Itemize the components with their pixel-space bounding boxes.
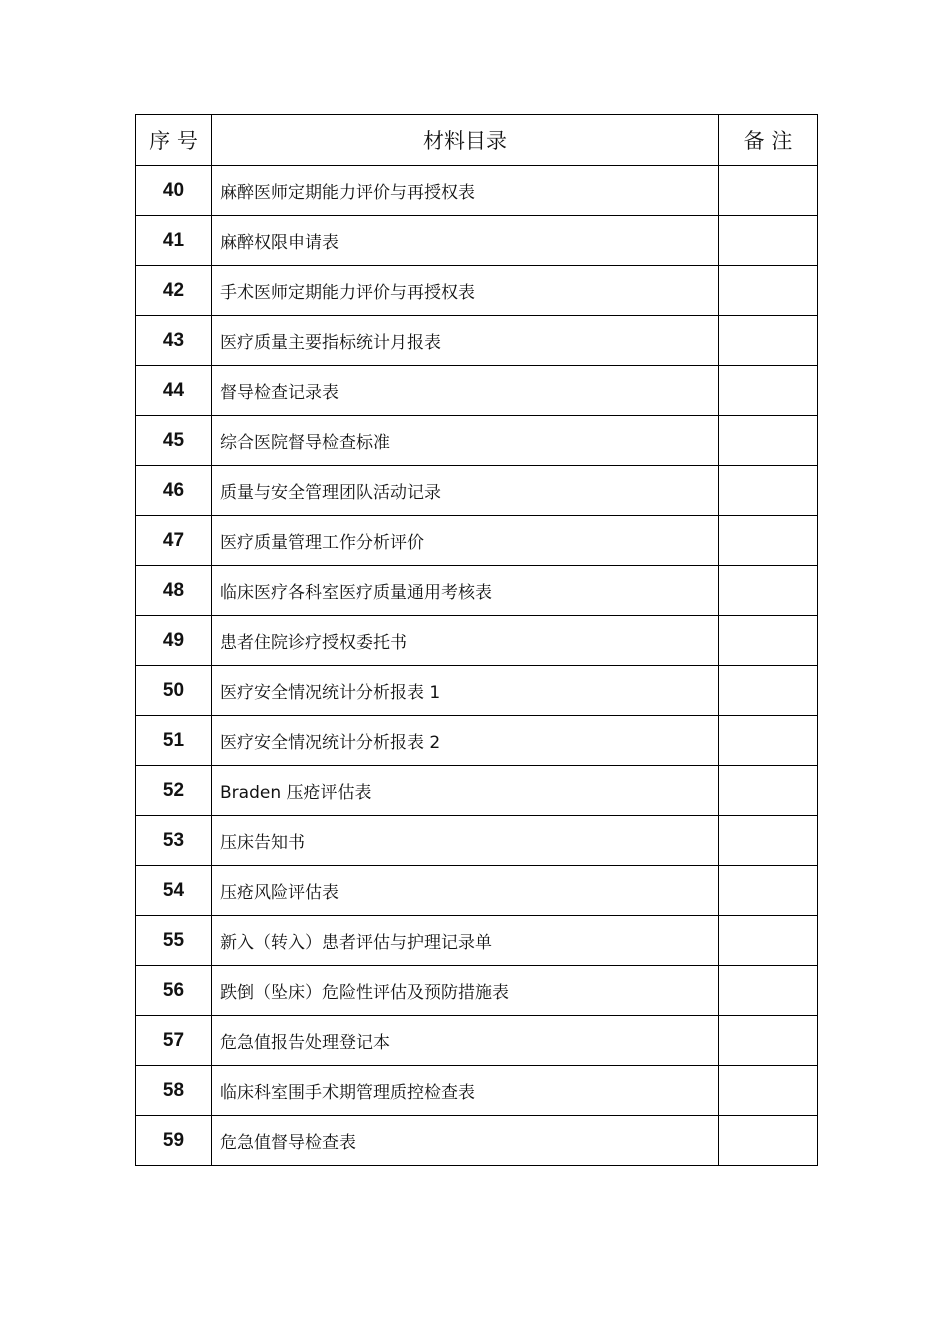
row-serial-number: 53 [136, 816, 212, 866]
table-row [136, 1116, 818, 1166]
table-row [136, 866, 818, 916]
row-serial-number: 45 [136, 416, 212, 466]
row-remarks [719, 216, 818, 266]
row-material-title: 麻醉权限申请表 [212, 216, 719, 266]
row-material-title: 临床医疗各科室医疗质量通用考核表 [212, 566, 719, 616]
row-remarks [719, 466, 818, 516]
row-serial-number: 49 [136, 616, 212, 666]
row-material-title: 综合医院督导检查标准 [212, 416, 719, 466]
row-serial-number: 47 [136, 516, 212, 566]
table-row [136, 266, 818, 316]
table-row [136, 1066, 818, 1116]
row-material-title: 压疮风险评估表 [212, 866, 719, 916]
row-remarks [719, 1016, 818, 1066]
row-serial-number: 48 [136, 566, 212, 616]
row-remarks [719, 566, 818, 616]
row-serial-number: 43 [136, 316, 212, 366]
row-remarks [719, 666, 818, 716]
row-serial-number: 55 [136, 916, 212, 966]
table-row [136, 316, 818, 366]
table-row [136, 466, 818, 516]
row-remarks [719, 316, 818, 366]
row-serial-number: 42 [136, 266, 212, 316]
row-material-title: 医疗质量管理工作分析评价 [212, 516, 719, 566]
row-remarks [719, 616, 818, 666]
table-header-row [136, 115, 818, 166]
header-remarks: 备 注 [719, 115, 818, 166]
header-serial-number: 序 号 [136, 115, 212, 166]
row-serial-number: 56 [136, 966, 212, 1016]
table-row [136, 416, 818, 466]
table-row [136, 1016, 818, 1066]
table-row [136, 216, 818, 266]
table-row [136, 716, 818, 766]
table-row [136, 966, 818, 1016]
header-material-catalog: 材料目录 [212, 115, 719, 166]
row-remarks [719, 516, 818, 566]
row-serial-number: 51 [136, 716, 212, 766]
catalog-table [135, 114, 818, 1166]
table-row [136, 916, 818, 966]
row-material-title: 麻醉医师定期能力评价与再授权表 [212, 166, 719, 216]
row-material-title: 新入（转入）患者评估与护理记录单 [212, 916, 719, 966]
row-material-title: 患者住院诊疗授权委托书 [212, 616, 719, 666]
row-remarks [719, 816, 818, 866]
row-material-title: 医疗质量主要指标统计月报表 [212, 316, 719, 366]
row-remarks [719, 416, 818, 466]
table-row [136, 666, 818, 716]
row-serial-number: 57 [136, 1016, 212, 1066]
table-row [136, 366, 818, 416]
row-serial-number: 58 [136, 1066, 212, 1116]
row-remarks [719, 866, 818, 916]
table-row [136, 166, 818, 216]
row-material-title: 医疗安全情况统计分析报表 2 [212, 716, 719, 766]
row-material-title: 跌倒（坠床）危险性评估及预防措施表 [212, 966, 719, 1016]
row-serial-number: 50 [136, 666, 212, 716]
row-remarks [719, 1116, 818, 1166]
row-material-title: 质量与安全管理团队活动记录 [212, 466, 719, 516]
row-material-title: 临床科室围手术期管理质控检查表 [212, 1066, 719, 1116]
row-remarks [719, 916, 818, 966]
row-material-title: 危急值督导检查表 [212, 1116, 719, 1166]
row-serial-number: 52 [136, 766, 212, 816]
row-serial-number: 59 [136, 1116, 212, 1166]
table-row [136, 516, 818, 566]
row-material-title: 手术医师定期能力评价与再授权表 [212, 266, 719, 316]
row-serial-number: 44 [136, 366, 212, 416]
row-serial-number: 40 [136, 166, 212, 216]
row-remarks [719, 716, 818, 766]
row-serial-number: 46 [136, 466, 212, 516]
table-row [136, 616, 818, 666]
row-remarks [719, 266, 818, 316]
table-row [136, 816, 818, 866]
row-remarks [719, 966, 818, 1016]
row-material-title: 督导检查记录表 [212, 366, 719, 416]
row-remarks [719, 1066, 818, 1116]
row-remarks [719, 766, 818, 816]
row-serial-number: 41 [136, 216, 212, 266]
row-material-title: 压床告知书 [212, 816, 719, 866]
row-material-title: 医疗安全情况统计分析报表 1 [212, 666, 719, 716]
row-material-title: 危急值报告处理登记本 [212, 1016, 719, 1066]
table-body [136, 166, 818, 1166]
row-remarks [719, 166, 818, 216]
table-row [136, 566, 818, 616]
row-material-title: Braden 压疮评估表 [212, 766, 719, 816]
row-serial-number: 54 [136, 866, 212, 916]
row-remarks [719, 366, 818, 416]
table-row [136, 766, 818, 816]
